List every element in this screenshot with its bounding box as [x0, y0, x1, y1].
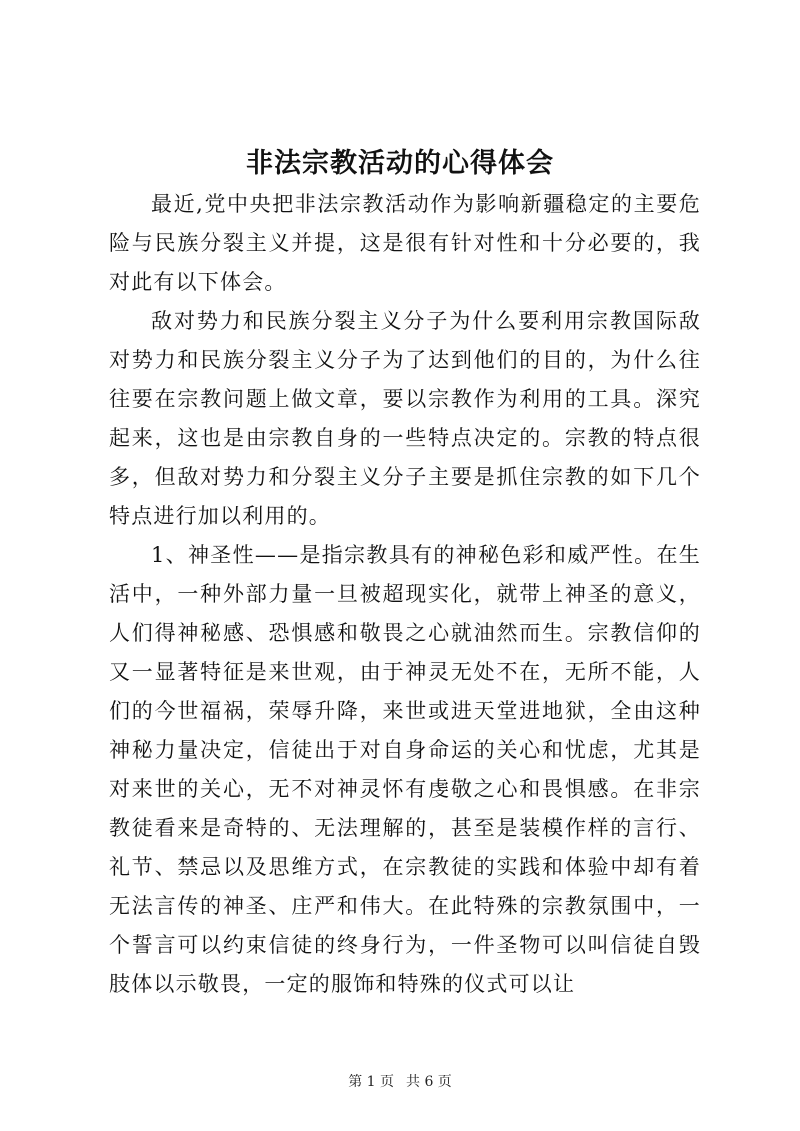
page-total: 共 6 页	[406, 1074, 452, 1090]
page-footer	[0, 1072, 800, 1092]
page-number: 第 1 页	[348, 1074, 394, 1090]
document-body	[109, 185, 701, 1004]
paragraph-sacredness: 1、神圣性——是指宗教具有的神秘色彩和威严性。在生活中，一种外部力量一旦被超现实化，就带上神圣的意义，人们得神秘感、恐惧感和敬畏之心就油然而生。宗教信仰的又一显著特征是来世观，由于神灵无处不在，无所不能，人们的今世福祸，荣辱升降，来世或进天堂进地狱，全由这种神秘力量决定，信徒出于对自身命运的关心和忧虑，尤其是对来世的关心，无不对神灵怀有虔敬之心和畏惧感。在非宗教徒看来是奇特的、无法理解的，甚至是装模作样的言行、礼节、禁忌以及思维方式，在宗教徒的实践和体验中却有着无法言传的神圣、庄严和伟大。在此特殊的宗教氛围中，一个誓言可以约束信徒的终身行为，一件圣物可以叫信徒自毁肢体以示敬畏，一定的服饰和特殊的仪式可以让	[109, 543, 701, 996]
paragraph-intro: 最近,党中央把非法宗教活动作为影响新疆稳定的主要危险与民族分裂主义并提，这是很有针对性和十分必要的，我对此有以下体会。	[109, 192, 701, 294]
paragraph-reasons: 敌对势力和民族分裂主义分子为什么要利用宗教国际敌对势力和民族分裂主义分子为了达到他们的目的，为什么往往要在宗教问题上做文章，要以宗教作为利用的工具。深究起来，这也是由宗教自身的一些特点决定的。宗教的特点很多，但敌对势力和分裂主义分子主要是抓住宗教的如下几个特点进行加以利用的。	[109, 309, 701, 528]
document-title: 非法宗教活动的心得体会	[246, 148, 554, 179]
